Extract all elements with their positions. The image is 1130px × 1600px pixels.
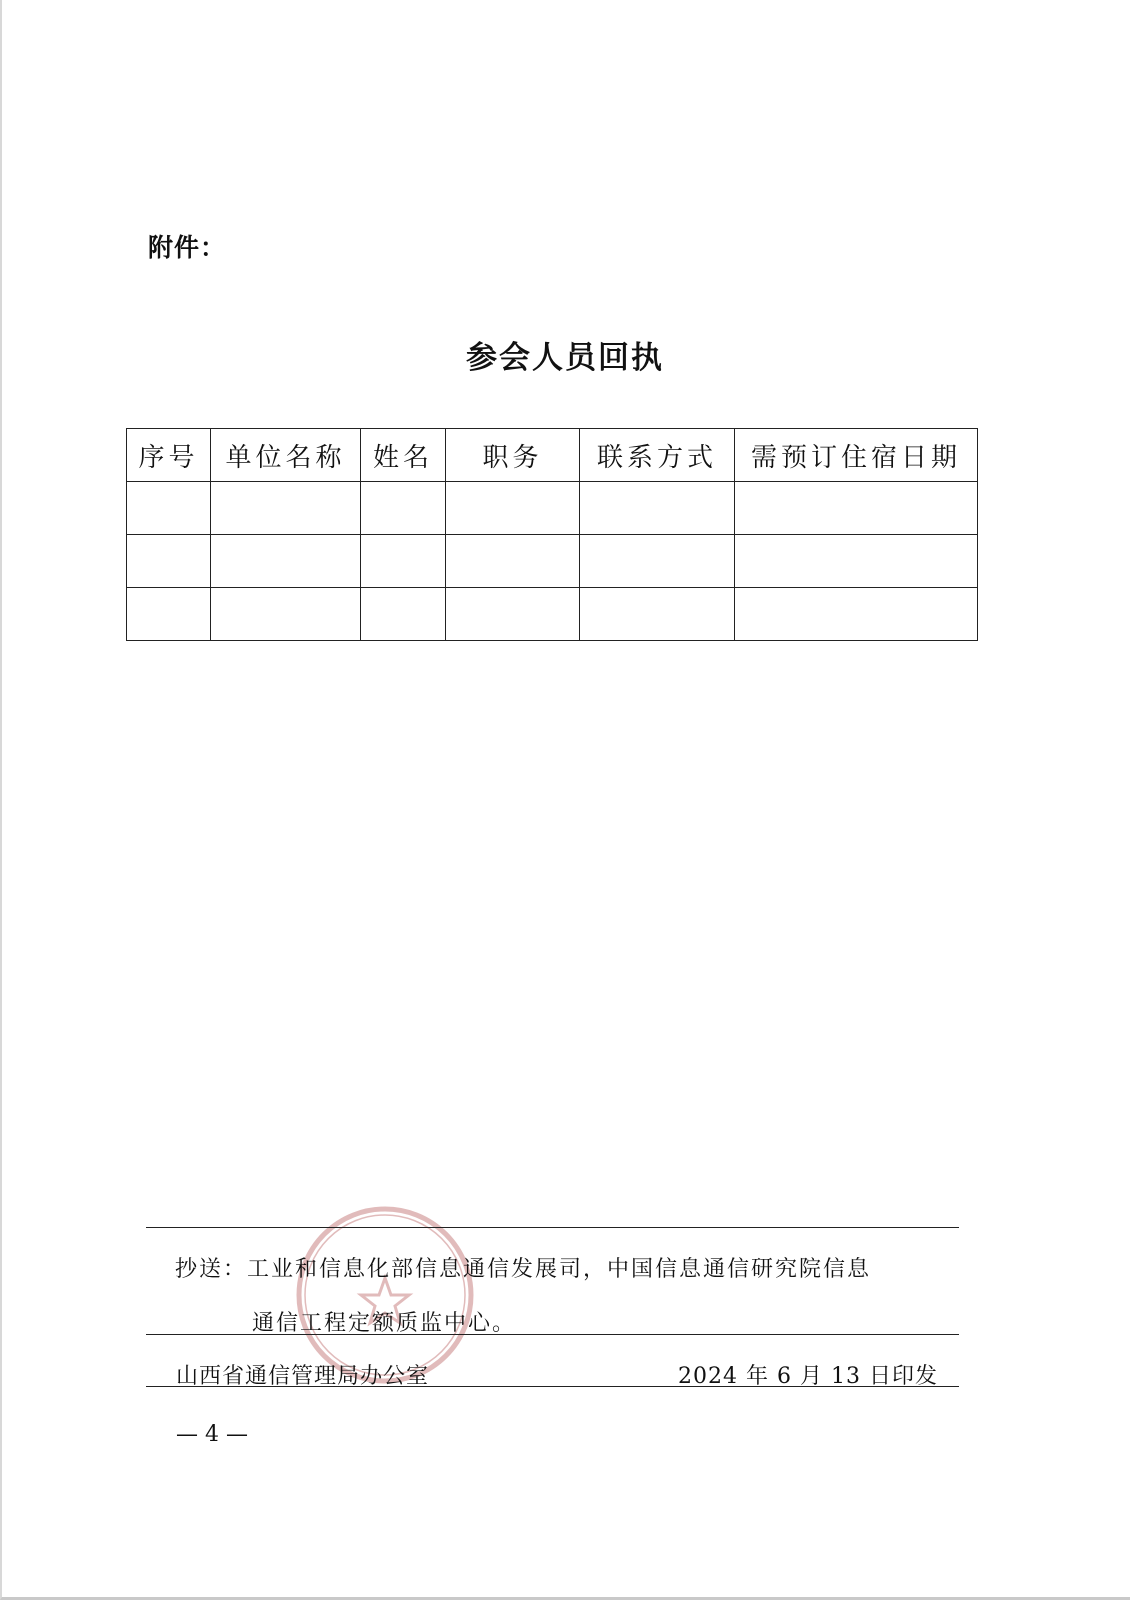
table-cell [361,535,446,588]
column-header-lodging-dates: 需预订住宿日期 [735,429,978,482]
table-cell [127,482,211,535]
page-number: — 4 — [176,1422,248,1447]
table-cell [735,482,978,535]
table-cell [580,588,735,641]
column-header-name: 姓名 [361,429,446,482]
footer-rule-top [146,1227,959,1228]
form-title: 参会人员回执 [466,340,664,376]
table-cell [211,482,361,535]
cc-recipients-line-1: 抄送：工业和信息化部信息通信发展司，中国信息通信研究院信息 [175,1257,872,1282]
table-row [127,588,978,641]
cc-recipients-line-2: 通信工程定额质监中心。 [252,1311,517,1336]
table-cell [127,588,211,641]
table-cell [580,482,735,535]
footer-rule-bottom [146,1386,959,1387]
table-cell [446,588,580,641]
table-cell [735,588,978,641]
table-cell [735,535,978,588]
issue-date: 2024 年 6 月 13 日印发 [678,1364,938,1389]
table-header-row [127,429,978,482]
table-row [127,535,978,588]
table-row [127,482,978,535]
table-cell [446,482,580,535]
table-cell [361,588,446,641]
table-cell [580,535,735,588]
issuing-office: 山西省通信管理局办公室 [176,1364,430,1389]
table-cell [211,535,361,588]
attachment-label: 附件： [148,233,227,262]
table-cell [211,588,361,641]
table-cell [127,535,211,588]
column-header-index: 序号 [127,429,211,482]
reply-table [126,428,978,641]
column-header-organization: 单位名称 [211,429,361,482]
table-cell [446,535,580,588]
column-header-contact: 联系方式 [580,429,735,482]
table-cell [361,482,446,535]
footer-rule-middle [146,1334,959,1335]
column-header-position: 职务 [446,429,580,482]
